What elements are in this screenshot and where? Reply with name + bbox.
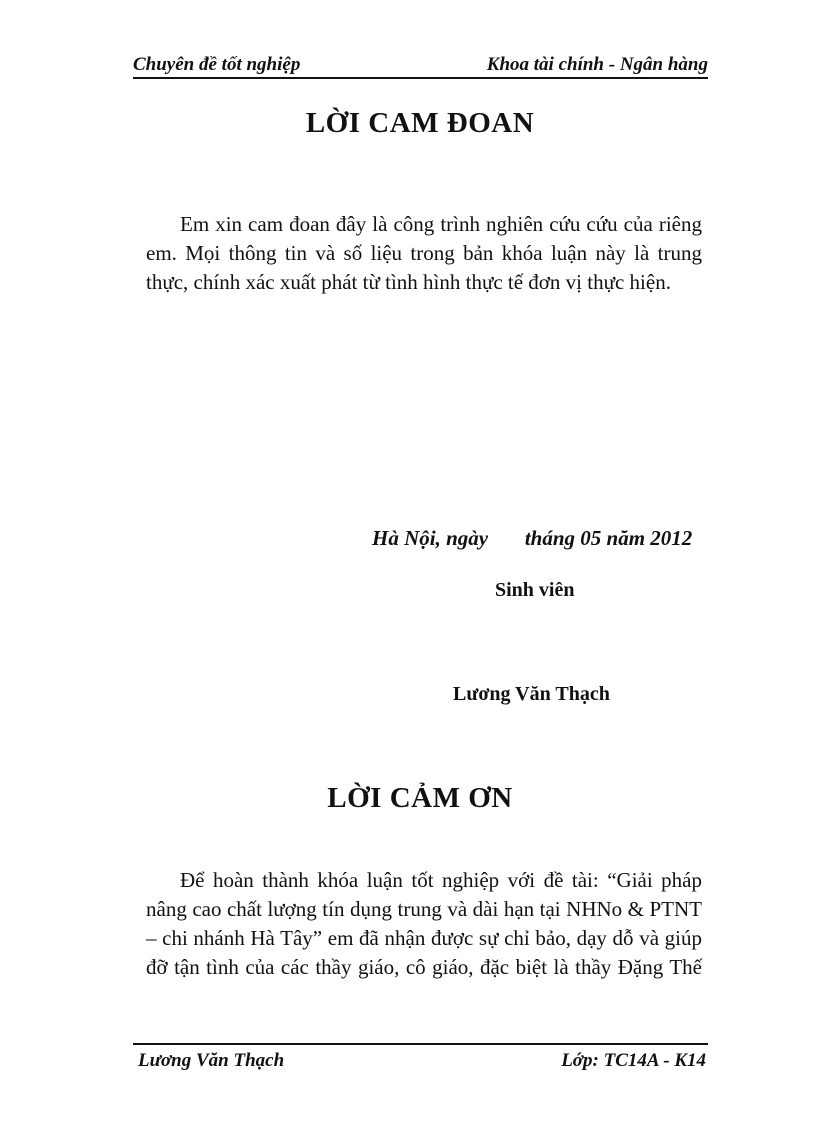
pledge-line: em. Mọi thông tin và số liệu trong bản khóa luận này là trung	[146, 241, 702, 265]
thanks-paragraph	[146, 866, 702, 982]
header-right-text: Khoa tài chính - Ngân hàng	[486, 54, 708, 75]
footer-author: Lương Văn Thạch	[138, 1050, 285, 1071]
thanks-line: Để hoàn thành khóa luận tốt nghiệp với đề tài: “Giải pháp	[180, 868, 702, 892]
signature-role: Sinh viên	[495, 579, 575, 601]
header-rule	[133, 77, 708, 79]
thanks-line: – chi nhánh Hà Tây” em đã nhận được sự chỉ bảo, dạy dỗ và giúp	[146, 926, 702, 950]
thanks-line: nâng cao chất lượng tín dụng trung và dài hạn tại NHNo & PTNT	[146, 897, 702, 921]
thanks-line: đỡ tận tình của các thầy giáo, cô giáo, đặc biệt là thầy Đặng Thế	[146, 955, 702, 979]
pledge-line: thực, chính xác xuất phát từ tình hình thực tế đơn vị thực hiện.	[146, 270, 671, 294]
page-footer	[138, 1049, 706, 1075]
page-header	[133, 51, 708, 77]
pledge-paragraph	[146, 210, 702, 297]
header-left-text: Chuyên đề tốt nghiệp	[133, 54, 301, 75]
pledge-title: LỜI CAM ĐOAN	[305, 107, 535, 139]
signature-name: Lương Văn Thạch	[453, 683, 610, 705]
signature-date: Hà Nội, ngày tháng 05 năm 2012	[372, 526, 693, 550]
pledge-line: Em xin cam đoan đây là công trình nghiên cứu cứu của riêng	[180, 212, 702, 236]
footer-rule	[133, 1043, 708, 1045]
footer-class: Lớp: TC14A - K14	[561, 1050, 706, 1071]
thanks-title: LỜI CẢM ƠN	[327, 782, 513, 814]
